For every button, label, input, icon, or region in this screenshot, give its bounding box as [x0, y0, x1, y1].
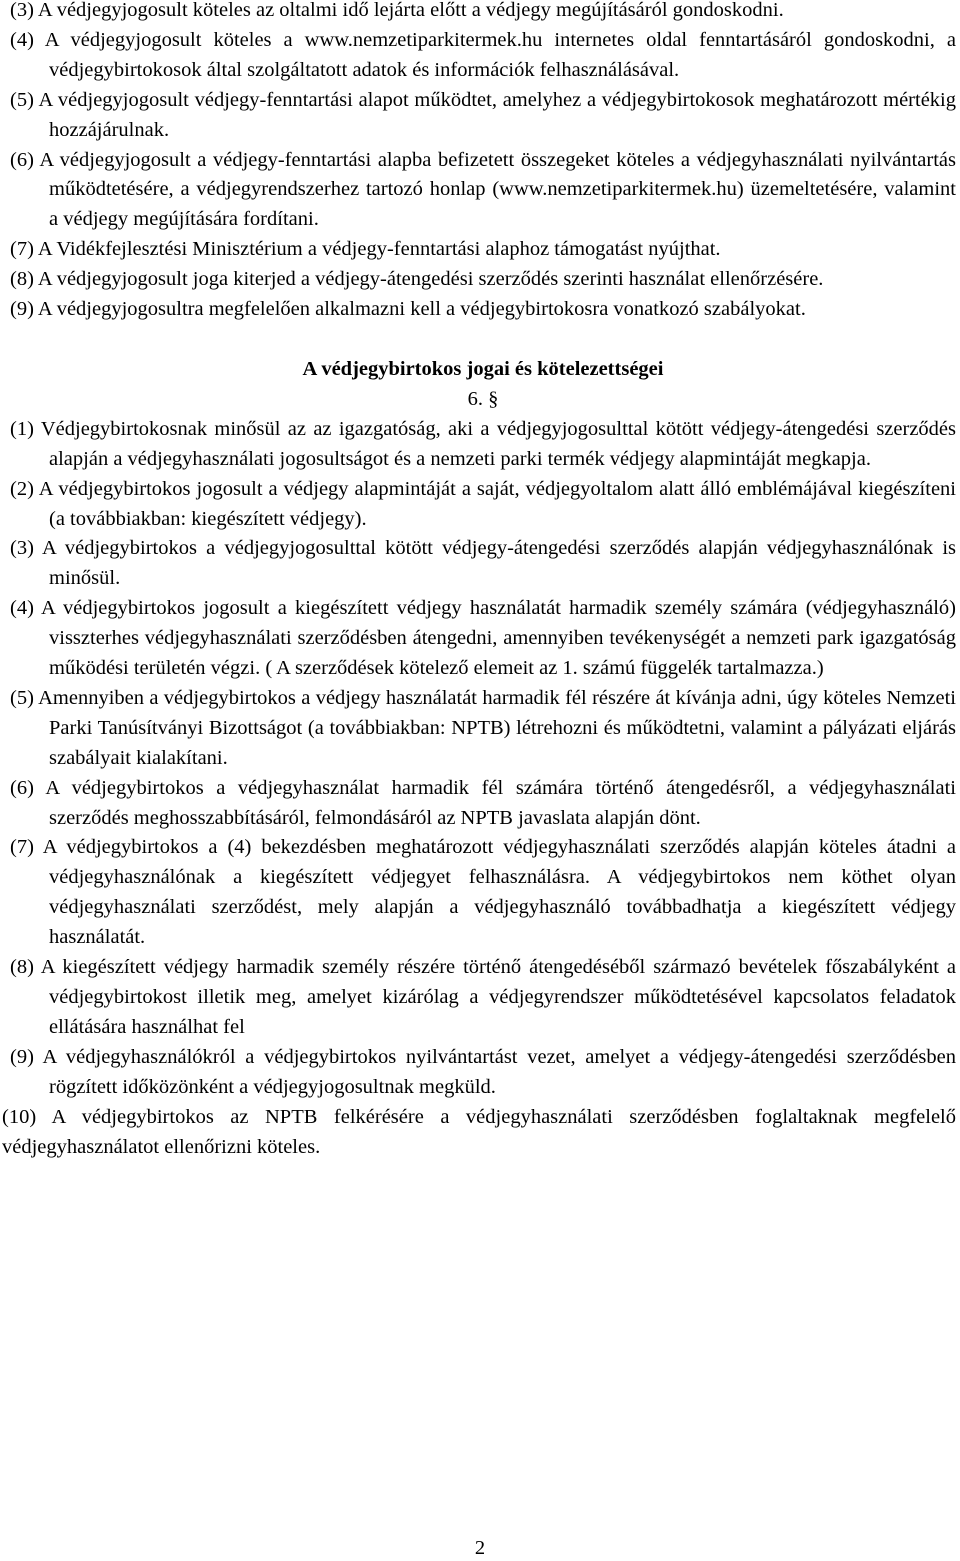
paragraph-5-4: (4) A védjegyjogosult köteles a www.nemzetiparkitermek.hu internetes oldal fenntartásáról gondoskodni, a védjegybirtokosok által szolgáltatott adatok és információk felhasználásával. [10, 28, 956, 81]
paragraph-5-8: (8) A védjegyjogosult joga kiterjed a védjegy-átengedési szerződés szerinti használat ellenőrzésére. [10, 268, 824, 291]
paragraph-6-9: (9) A védjegyhasználókról a védjegybirtokos nyilvántartást vezet, amelyet a védjegy-átengedési szerződésben rögzített időközönként a védjegyjogosultnak megküld. [10, 1045, 956, 1098]
paragraph-5-5: (5) A védjegyjogosult védjegy-fenntartási alapot működtet, amelyhez a védjegybirtokosok meghatározott mértékig hozzájárulnak. [10, 88, 956, 141]
paragraph-5-3: (3) A védjegyjogosult köteles az oltalmi idő lejárta előtt a védjegy megújításáról gondoskodni. [10, 0, 784, 21]
page-number: 2 [474, 1537, 486, 1559]
paragraph-6-1: (1) Védjegybirtokosnak minősül az az igazgatóság, aki a védjegyjogosulttal kötött védjegy-átengedési szerződés alapján a védjegyhasználati jogosultságot és a nemzeti parki termék védjegy alapmintáját megkapja. [10, 417, 956, 470]
paragraph-5-6: (6) A védjegyjogosult a védjegy-fenntartási alapba befizetett összegeket köteles a védjegyhasználati nyilvántartás működtetésére, a védjegyrendszerhez tartozó honlap (www.nemzetiparkitermek.hu) üzemeltetésére, valamint a védjegy megújítására fordítani. [10, 148, 956, 231]
paragraph-5-7: (7) A Vidékfejlesztési Minisztérium a védjegy-fenntartási alaphoz támogatást nyújthat. [10, 238, 721, 261]
paragraph-6-5: (5) Amennyiben a védjegybirtokos a védjegy használatát harmadik fél részére át kívánja adni, úgy köteles Nemzeti Parki Tanúsítványi Bizottságot (a továbbiakban: NPTB) létrehozni és működtetni, valamint a pályázati eljárás szabályait kialakítani. [10, 686, 956, 769]
section-number: 6. § [467, 387, 499, 410]
paragraph-6-4: (4) A védjegybirtokos jogosult a kiegészített védjegy használatát harmadik személy számára (védjegyhasználó) visszterhes védjegyhasználati szerződésben átengedni, amennyiben tevékenységét a nemzeti park igazgatóság működési területén végzi. ( A szerződések kötelező elemeit az 1. számú függelék tartalmazza.) [10, 597, 956, 680]
paragraph-6-6: (6) A védjegybirtokos a védjegyhasználat harmadik fél számára történő átengedésről, a védjegyhasználati szerződés meghosszabbításáról, felmondásáról az NPTB javaslata alapján dönt. [10, 776, 956, 829]
document-body [2, 0, 956, 1162]
paragraph-6-3: (3) A védjegybirtokos a védjegyjogosulttal kötött védjegy-átengedési szerződés alapján védjegyhasználónak is minősül. [10, 537, 956, 590]
section-title: A védjegybirtokos jogai és kötelezettségei [302, 357, 664, 380]
paragraph-6-2: (2) A védjegybirtokos jogosult a védjegy alapmintáját a saját, védjegyoltalom alatt álló emblémájával kiegészíteni (a továbbiakban: kiegészített védjegy). [10, 477, 956, 530]
paragraph-5-9: (9) A védjegyjogosultra megfelelően alkalmazni kell a védjegybirtokosra vonatkozó szabályokat. [10, 298, 806, 321]
paragraph-6-7: (7) A védjegybirtokos a (4) bekezdésben meghatározott védjegyhasználati szerződés alapján köteles átadni a védjegyhasználónak a kiegészített védjegyet felhasználásra. A védjegybirtokos nem köthet olyan védjegyhasználati szerződést, mely alapján a védjegyhasználó továbbadhatja a kiegészített védjegy használatát. [10, 836, 956, 949]
paragraph-6-10: (10) A védjegybirtokos az NPTB felkérésére a védjegyhasználati szerződésben foglaltaknak megfelelő védjegyhasználatot ellenőrizni köteles. [2, 1105, 956, 1158]
paragraph-6-8: (8) A kiegészített védjegy harmadik személy részére történő átengedéséből származó bevételek főszabályként a védjegybirtokost illetik meg, amelyet kizárólag a védjegyrendszer működtetésével kapcsolatos feladatok ellátására használhat fel [10, 956, 956, 1038]
